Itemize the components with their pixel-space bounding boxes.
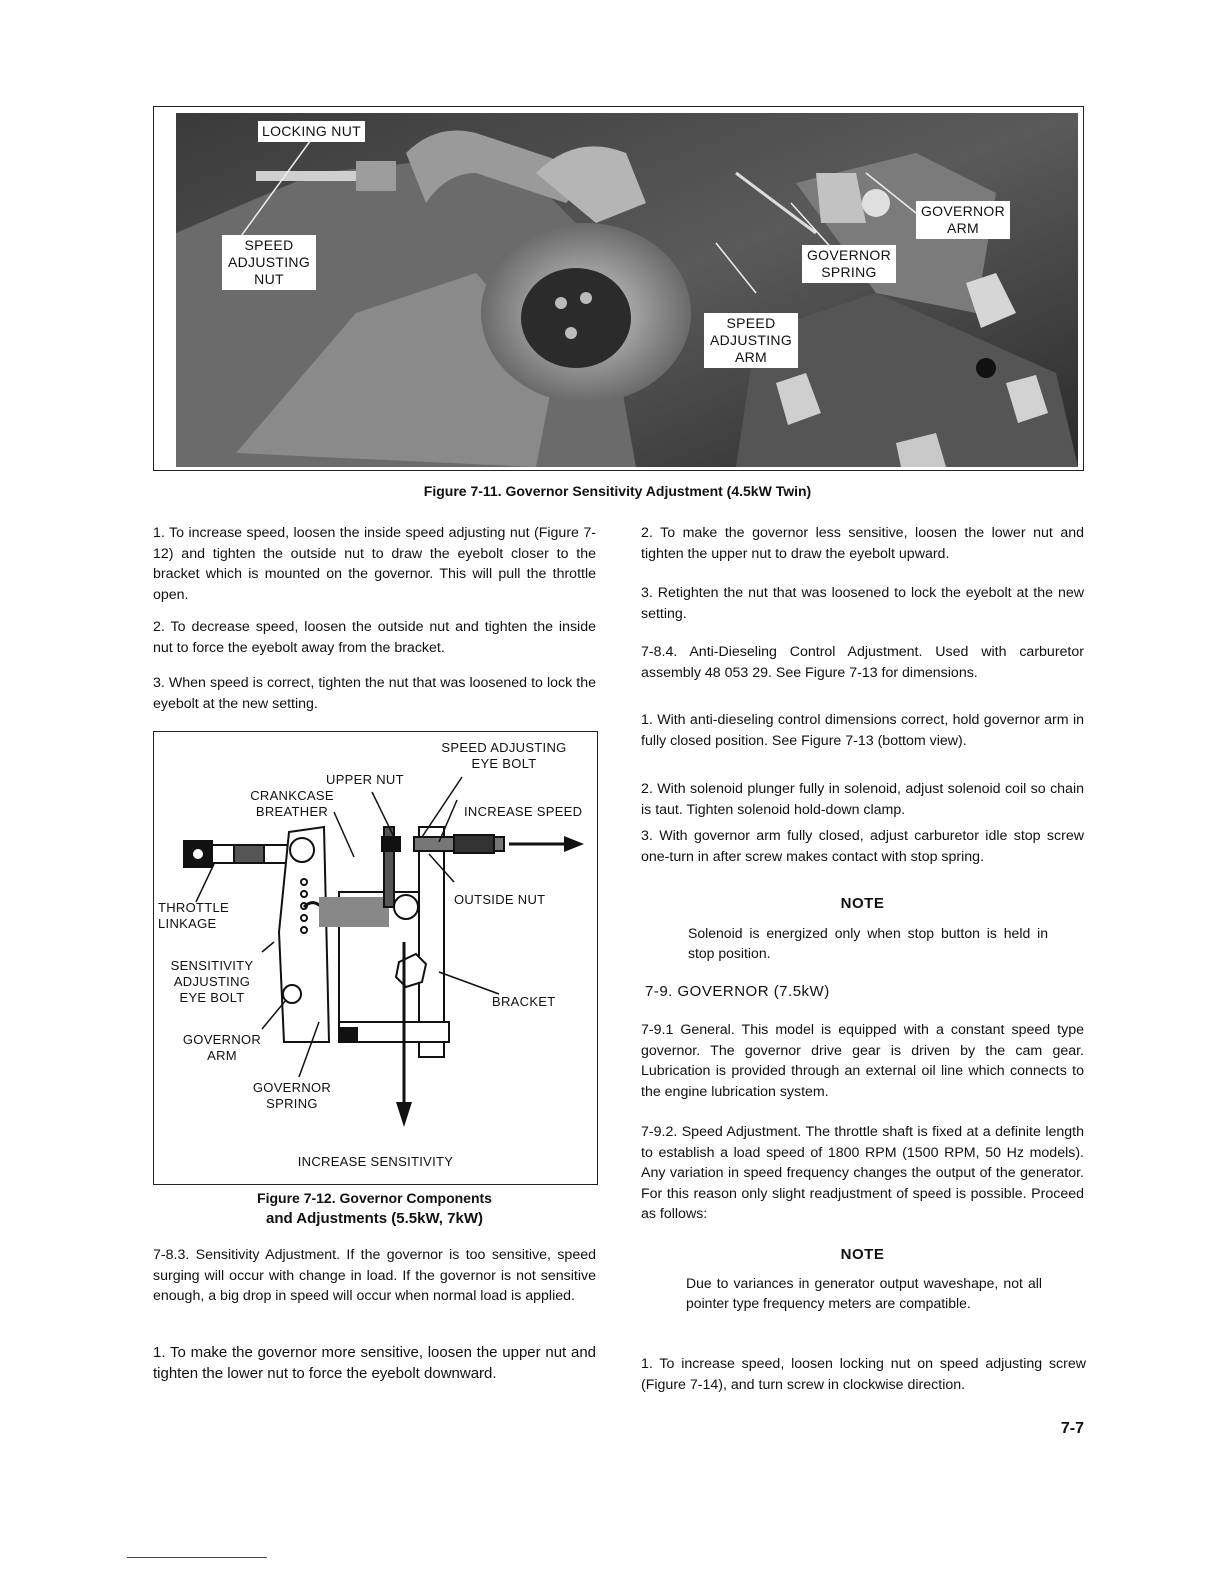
engine-photo-graphic	[176, 113, 1078, 467]
diagram-label-increase-speed: INCREASE SPEED	[464, 804, 583, 819]
right-paragraph-4: 1. With anti-dieseling control dimensions correct, hold governor arm in fully closed position. See Figure 7-13 (bottom view).	[641, 712, 1084, 749]
diagram-label-increase-sensitivity: INCREASE SENSITIVITY	[297, 1154, 454, 1169]
right-paragraph-2: 3. Retighten the nut that was loosened to lock the eyebolt at the new setting.	[641, 585, 1084, 622]
engine-photo	[176, 113, 1078, 467]
note-2-text: Due to variances in generator output waveshape, not all pointer type frequency meters are compatible.	[686, 1275, 1042, 1311]
right-paragraph-9: 1. To increase speed, loosen locking nut on speed adjusting screw (Figure 7-14), and turn screw in clockwise direction.	[641, 1356, 1086, 1393]
diagram-label-governor-spring: GOVERNOR SPRING	[252, 1080, 332, 1111]
right-paragraph-3: 7-8.4. Anti-Dieseling Control Adjustment. Used with carburetor assembly 48 053 29. See Figure 7-13 for dimensions.	[641, 644, 1084, 681]
figure-7-11-caption: Figure 7-11. Governor Sensitivity Adjustment (4.5kW Twin)	[423, 483, 812, 499]
right-paragraph-5: 2. With solenoid plunger fully in solenoid, adjust solenoid coil so chain is taut. Tighten solenoid hold-down clamp.	[641, 781, 1084, 818]
footnote-rule	[127, 1557, 267, 1558]
photo-label-governor-arm: GOVERNOR ARM	[916, 201, 1010, 239]
left-paragraph-2: 2. To decrease speed, loosen the outside nut and tighten the inside nut to force the eyebolt away from the bracket.	[153, 619, 596, 656]
diagram-label-governor-arm: GOVERNOR ARM	[182, 1032, 262, 1063]
right-paragraph-7: 7-9.1 General. This model is equipped with a constant speed type governor. The governor drive gear is driven by the cam gear. Lubrication is provided through an external oil line which connects to the engine lubrication system.	[641, 1022, 1084, 1100]
figure-7-11	[153, 106, 1084, 471]
note-1-title: NOTE	[840, 895, 885, 912]
page-number: 7-7	[1060, 1420, 1084, 1437]
figure-7-12-caption-line-2: and Adjustments (5.5kW, 7kW)	[266, 1210, 483, 1227]
photo-label-speed-adjusting-arm: SPEED ADJUSTING ARM	[704, 313, 798, 368]
figure-7-12-caption-line-1: Figure 7-12. Governor Components	[257, 1190, 492, 1206]
diagram-label-throttle-linkage: THROTTLE LINKAGE	[158, 900, 230, 931]
left-paragraph-1: 1. To increase speed, loosen the inside speed adjusting nut (Figure 7-12) and tighten the outside nut to draw the eyebolt closer to the bracket which is mounted on the governor. This will pull the throttle open.	[153, 525, 596, 603]
photo-label-locking-nut: LOCKING NUT	[258, 121, 365, 142]
diagram-label-speed-adjusting-eye-bolt: SPEED ADJUSTING EYE BOLT	[441, 740, 567, 771]
right-paragraph-8: 7-9.2. Speed Adjustment. The throttle shaft is fixed at a definite length to establish a load speed of 1800 RPM (1500 RPM, 50 Hz models). Any variation in speed frequency changes the output of the generator. For this reason only slight readjustment of speed is possible. Proceed as follows:	[641, 1124, 1084, 1222]
diagram-label-crankcase-breather: CRANKCASE BREATHER	[250, 788, 334, 819]
left-paragraph-3: 3. When speed is correct, tighten the nut that was loosened to lock the eyebolt at the new setting.	[153, 675, 596, 712]
left-paragraph-5: 1. To make the governor more sensitive, loosen the upper nut and tighten the lower nut to force the eyebolt downward.	[153, 1344, 596, 1382]
diagram-label-bracket: BRACKET	[492, 994, 556, 1009]
right-paragraph-1: 2. To make the governor less sensitive, loosen the lower nut and tighten the upper nut to draw the eyebolt upward.	[641, 525, 1084, 562]
left-paragraph-4: 7-8.3. Sensitivity Adjustment. If the governor is too sensitive, speed surging will occur with change in load. If the governor is not sensitive enough, a big drop in speed will occur when normal load is applied.	[153, 1247, 596, 1304]
diagram-label-sensitivity-adjusting-eye-bolt: SENSITIVITY ADJUSTING EYE BOLT	[170, 958, 254, 1005]
photo-label-governor-spring: GOVERNOR SPRING	[802, 245, 896, 283]
note-2-title: NOTE	[840, 1246, 885, 1263]
section-heading-7-9: 7-9. GOVERNOR (7.5kW)	[645, 983, 830, 1000]
note-1-text: Solenoid is energized only when stop button is held in stop position.	[688, 925, 1048, 961]
figure-7-12	[153, 731, 598, 1185]
diagram-label-upper-nut: UPPER NUT	[326, 772, 404, 787]
right-paragraph-6: 3. With governor arm fully closed, adjust carburetor idle stop screw one-turn in after screw makes contact with stop spring.	[641, 828, 1084, 865]
photo-label-speed-adjusting-nut: SPEED ADJUSTING NUT	[222, 235, 316, 290]
diagram-label-outside-nut: OUTSIDE NUT	[454, 892, 546, 907]
